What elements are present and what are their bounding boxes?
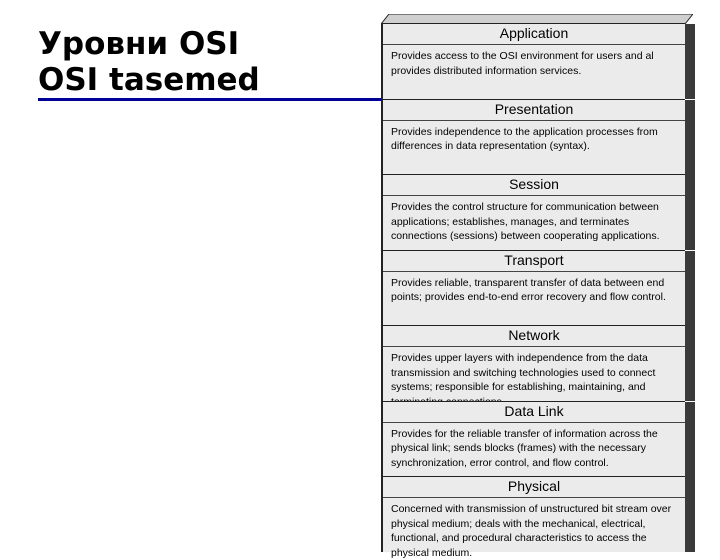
layer-description-line: transmission and switching technologies used to connect <box>391 366 693 381</box>
layer-description-line: Provides independence to the application processes from <box>391 125 693 140</box>
layer-description-line: differences in data representation (syntax). <box>391 139 693 154</box>
layer-divider <box>383 422 685 423</box>
layer-description-line: Concerned with transmission of unstructured bit stream over <box>391 502 693 517</box>
layer-description-line: systems; responsible for establishing, maintaining, and <box>391 380 693 395</box>
osi-layer-session <box>381 174 685 250</box>
layer-description <box>391 502 693 560</box>
layer-description-line: Provides upper layers with independence from the data <box>391 351 693 366</box>
layer-description-line: Provides for the reliable transfer of information across the <box>391 427 693 442</box>
layer-name: Network <box>383 327 685 343</box>
slide-title <box>38 26 260 98</box>
layer-description-line: Provides reliable, transparent transfer of data between end <box>391 276 693 291</box>
layer-description <box>391 427 693 471</box>
layer-description-line: connections (sessions) between cooperating applications. <box>391 229 693 244</box>
layer-name: Physical <box>383 478 685 494</box>
osi-layer-network <box>381 325 685 401</box>
layer-description <box>391 125 693 154</box>
layer-description-line: physical medium; deals with the mechanical, electrical, <box>391 517 693 532</box>
layer-divider <box>383 271 685 272</box>
layer-description-line: physical medium. <box>391 546 693 560</box>
osi-layer-presentation <box>381 99 685 175</box>
layer-description <box>391 200 693 244</box>
layer-divider <box>383 44 685 45</box>
layer-description-line: Provides the control structure for communication between <box>391 200 693 215</box>
layer-description-line: functional, and procedural characteristics to access the <box>391 531 693 546</box>
slide-title-line1: Уровни OSI <box>38 26 239 62</box>
layer-divider <box>383 120 685 121</box>
layer-divider <box>383 346 685 347</box>
layer-description-line: synchronization, error control, and flow control. <box>391 456 693 471</box>
layer-name: Application <box>383 25 685 41</box>
layer-description-line: provides distributed information services. <box>391 64 693 79</box>
layer-description-line: Provides access to the OSI environment for users and al <box>391 49 693 64</box>
osi-layer-application <box>381 23 685 99</box>
layer-description <box>391 49 693 78</box>
layer-description-line: applications; establishes, manages, and terminates <box>391 215 693 230</box>
layer-description <box>391 276 693 305</box>
osi-layer-data-link <box>381 401 685 477</box>
layer-divider <box>383 497 685 498</box>
layer-name: Session <box>383 176 685 192</box>
slide-title-line2: OSI tasemed <box>38 62 260 98</box>
layer-divider <box>383 195 685 196</box>
layer-name: Presentation <box>383 101 685 117</box>
title-rule <box>38 98 386 101</box>
osi-layer-transport <box>381 250 685 326</box>
layer-description-line: physical link; sends blocks (frames) with the necessary <box>391 441 693 456</box>
layer-description-line: points; provides end-to-end error recovery and flow control. <box>391 290 693 305</box>
layer-name: Transport <box>383 252 685 268</box>
layer-name: Data Link <box>383 403 685 419</box>
osi-layer-physical <box>381 476 685 552</box>
osi-layer-stack <box>381 14 685 540</box>
